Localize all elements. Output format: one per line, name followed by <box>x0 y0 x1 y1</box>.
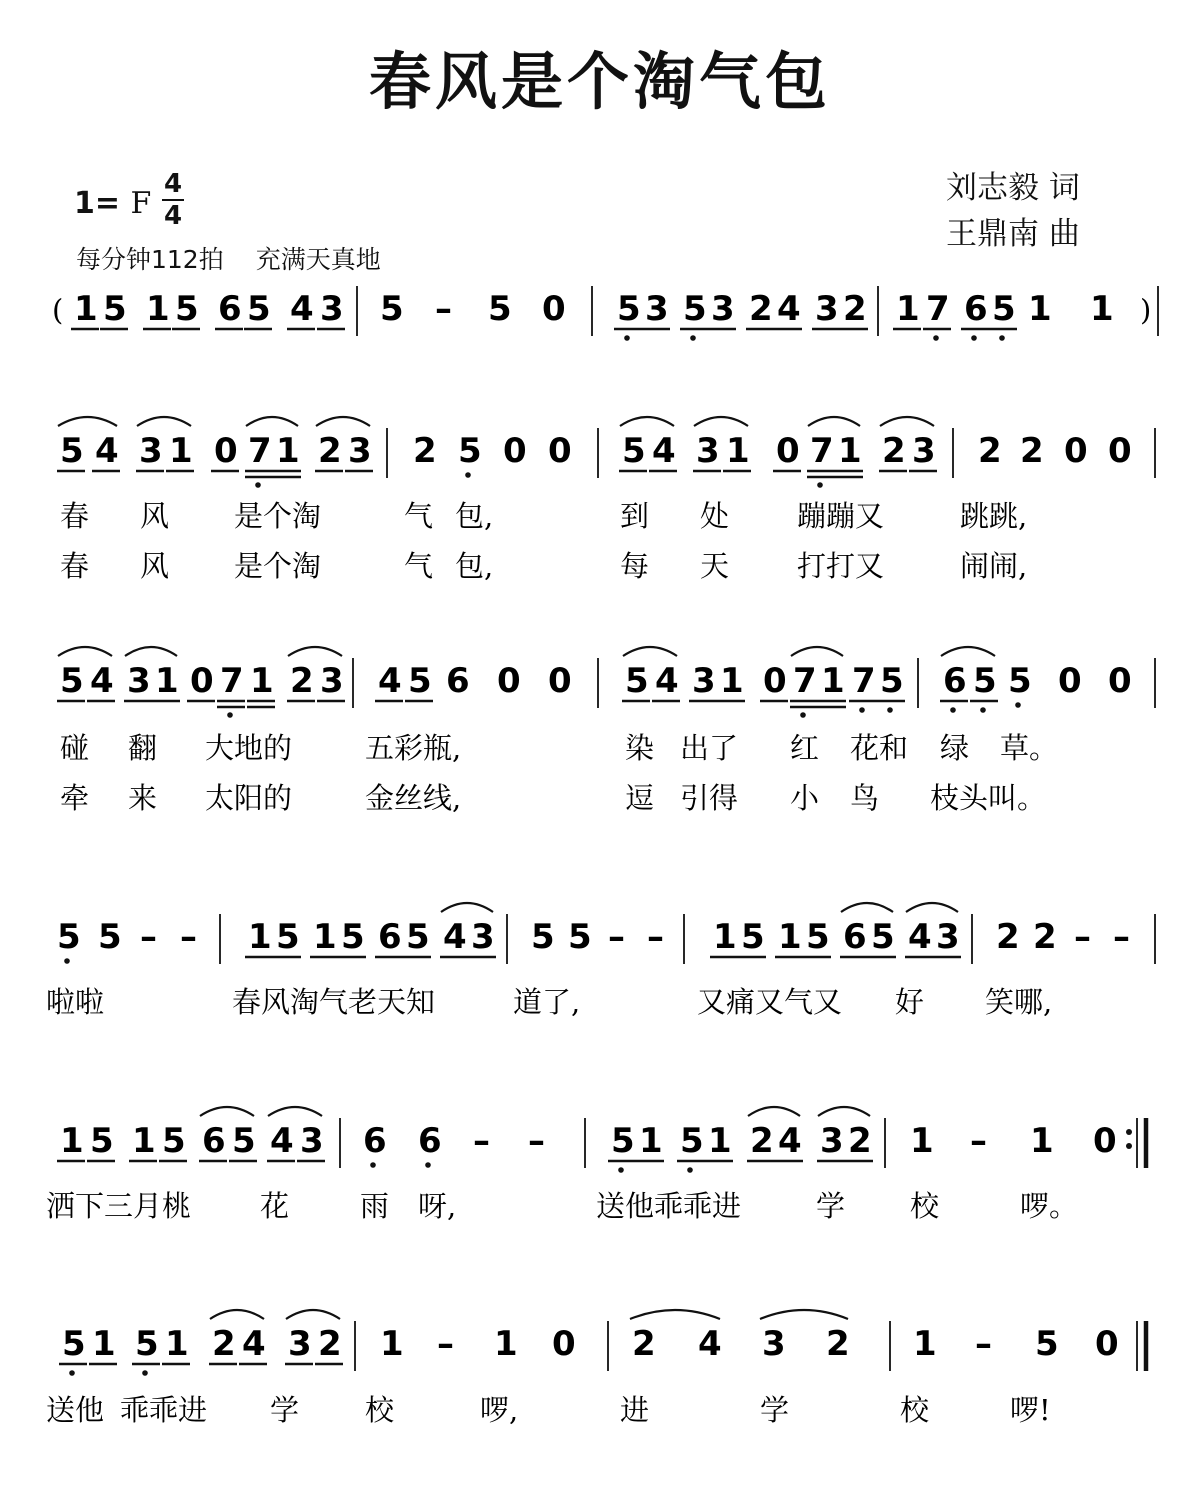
note: – <box>970 1121 987 1161</box>
note: 1 <box>92 1324 116 1364</box>
lyric: 草。 <box>1000 731 1059 765</box>
note: 2 <box>749 289 773 329</box>
note: 0 <box>548 661 572 701</box>
lyric: 是个淘 <box>234 549 322 583</box>
note: 5 <box>175 289 199 329</box>
note: 5 <box>98 917 122 957</box>
note: 1 <box>165 1324 189 1364</box>
lower-octave-dot <box>859 707 865 713</box>
lyric: 春风淘气老天知 <box>232 985 436 1019</box>
note: 5 <box>871 917 895 957</box>
note: 3 <box>127 661 151 701</box>
lyric: 学 <box>760 1393 790 1427</box>
note: 5 <box>568 917 592 957</box>
note: 1 <box>74 289 98 329</box>
note: 6 <box>218 289 242 329</box>
slur <box>630 1310 720 1319</box>
note: 1 <box>639 1121 663 1161</box>
lyric: 啰, <box>480 1393 519 1427</box>
note: ( <box>52 293 64 327</box>
lyric: 红 <box>790 731 820 765</box>
lyric: 啰! <box>1010 1393 1051 1427</box>
note: – <box>437 1324 454 1364</box>
lyric: 来 <box>128 781 158 815</box>
note: 6 <box>202 1121 226 1161</box>
note: – <box>528 1121 545 1161</box>
lyric: 闹闹, <box>960 549 1028 583</box>
note: 5 <box>611 1121 635 1161</box>
note: 1 <box>1030 1121 1054 1161</box>
lower-octave-dot <box>971 335 977 341</box>
lower-octave-dot <box>980 707 986 713</box>
tempo-bpm: 每分钟112拍 <box>76 245 224 274</box>
note: 4 <box>378 661 402 701</box>
lyric: 呀, <box>418 1189 457 1223</box>
lyric: 跳跳, <box>960 499 1028 533</box>
note: 7 <box>248 431 272 471</box>
lower-octave-dot <box>690 335 696 341</box>
note: 2 <box>750 1121 774 1161</box>
note: 1 <box>713 917 737 957</box>
note: 1 <box>910 1121 934 1161</box>
lyric: 道了, <box>513 985 581 1019</box>
note: 4 <box>652 431 676 471</box>
lower-octave-dot <box>999 335 1005 341</box>
lyric: 学 <box>270 1393 300 1427</box>
note: 7 <box>810 431 834 471</box>
note: 6 <box>843 917 867 957</box>
note: 5 <box>57 917 81 957</box>
note: 5 <box>458 431 482 471</box>
note: 7 <box>793 661 817 701</box>
note: 3 <box>696 431 720 471</box>
key-note: F <box>130 186 152 221</box>
note: 0 <box>1108 661 1132 701</box>
slur <box>620 417 674 426</box>
note: 1 <box>1028 289 1052 329</box>
note: 3 <box>936 917 960 957</box>
note: 5 <box>622 431 646 471</box>
lyric: 处 <box>700 499 730 533</box>
lyric: 校 <box>900 1393 930 1427</box>
slur <box>441 903 493 912</box>
time-signature-top: 4 <box>163 169 183 199</box>
lyric: 包, <box>455 499 494 533</box>
note: 5 <box>741 917 765 957</box>
repeat-dot <box>1126 1143 1132 1149</box>
note: 0 <box>1093 1121 1117 1161</box>
lyric: 金丝线, <box>365 781 462 815</box>
slur <box>268 1107 322 1116</box>
note: 2 <box>290 661 314 701</box>
note: 4 <box>443 917 467 957</box>
lyric: 又痛又气又 <box>697 985 843 1019</box>
note: 2 <box>318 1324 342 1364</box>
note: 1 <box>896 289 920 329</box>
note: 5 <box>103 289 127 329</box>
lower-octave-dot <box>687 1167 693 1173</box>
lyric: 雨 <box>360 1189 390 1223</box>
slur <box>316 417 370 426</box>
lyric: 小 <box>790 781 820 815</box>
note: 2 <box>1033 917 1057 957</box>
note: 1 <box>132 1121 156 1161</box>
lyric: 春 <box>60 549 90 583</box>
lyric: 风 <box>140 549 170 583</box>
note: 5 <box>680 1121 704 1161</box>
lyric: 蹦蹦又 <box>797 499 885 533</box>
slur <box>694 417 748 426</box>
note: 1 <box>248 917 272 957</box>
note: 4 <box>242 1324 266 1364</box>
note: 5 <box>162 1121 186 1161</box>
note: 1 <box>913 1324 937 1364</box>
lyric: 出了 <box>680 731 739 765</box>
note: 1 <box>380 1324 404 1364</box>
note: 2 <box>978 431 1002 471</box>
note: 3 <box>288 1324 312 1364</box>
note: 5 <box>992 289 1016 329</box>
slur <box>58 417 117 426</box>
lyric: 染 <box>625 731 655 765</box>
note: 1 <box>838 431 862 471</box>
note: 0 <box>497 661 521 701</box>
lyric: 天 <box>700 549 730 583</box>
note: 5 <box>380 289 404 329</box>
slur <box>748 1107 800 1116</box>
lyric: 春 <box>60 499 90 533</box>
note: 5 <box>1035 1324 1059 1364</box>
lyricist-credit: 刘志毅 词 <box>946 170 1080 206</box>
lyric: 校 <box>910 1189 940 1223</box>
note: 0 <box>190 661 214 701</box>
note: 2 <box>318 431 342 471</box>
note: 0 <box>763 661 787 701</box>
note: – <box>473 1121 490 1161</box>
note: 5 <box>60 431 84 471</box>
note: 1 <box>313 917 337 957</box>
note: 5 <box>625 661 649 701</box>
note: 5 <box>488 289 512 329</box>
note: 3 <box>711 289 735 329</box>
note: 5 <box>1008 661 1032 701</box>
note: 2 <box>848 1121 872 1161</box>
note: 1 <box>146 289 170 329</box>
note: 0 <box>548 431 572 471</box>
lyric: 翻 <box>128 731 158 765</box>
note: 5 <box>617 289 641 329</box>
slur <box>246 417 298 426</box>
note: 5 <box>973 661 997 701</box>
note: 5 <box>276 917 300 957</box>
lyric: 绿 <box>940 731 970 765</box>
lower-octave-dot <box>64 958 70 964</box>
note: 5 <box>406 917 430 957</box>
lyric: 枝头叫。 <box>930 781 1047 815</box>
note: 2 <box>212 1324 236 1364</box>
note: 6 <box>943 661 967 701</box>
note: 6 <box>378 917 402 957</box>
note: 1 <box>250 661 274 701</box>
song-title: 春风是个淘气包 <box>368 45 831 118</box>
slur <box>906 903 958 912</box>
note: – <box>647 917 664 957</box>
note: 2 <box>996 917 1020 957</box>
lyric: 洒下三月桃 <box>46 1189 192 1223</box>
lower-octave-dot <box>1015 702 1021 708</box>
note: 4 <box>777 289 801 329</box>
note: 3 <box>692 661 716 701</box>
note: 4 <box>95 431 119 471</box>
key-equals: = <box>94 186 121 221</box>
note: 6 <box>418 1121 442 1161</box>
note: ) <box>1140 293 1152 327</box>
note: 0 <box>552 1324 576 1364</box>
note: 7 <box>926 289 950 329</box>
note: 6 <box>446 661 470 701</box>
note: 5 <box>62 1324 86 1364</box>
note: – <box>1113 917 1130 957</box>
slur <box>200 1107 254 1116</box>
lyric: 进 <box>620 1393 650 1427</box>
note: 1 <box>1090 289 1114 329</box>
note: 5 <box>247 289 271 329</box>
lower-octave-dot <box>618 1167 624 1173</box>
lyric: 花 <box>260 1189 290 1223</box>
lower-octave-dot <box>950 707 956 713</box>
note: 3 <box>815 289 839 329</box>
lower-octave-dot <box>887 707 893 713</box>
lower-octave-dot <box>817 482 823 488</box>
note: 5 <box>806 917 830 957</box>
note: 4 <box>698 1324 722 1364</box>
note: 1 <box>60 1121 84 1161</box>
slur <box>941 647 995 656</box>
note: – <box>1074 917 1091 957</box>
note: 3 <box>471 917 495 957</box>
note: 5 <box>135 1324 159 1364</box>
slur <box>210 1310 264 1319</box>
note: 3 <box>320 289 344 329</box>
lyric: 花和 <box>850 731 909 765</box>
slur <box>808 417 860 426</box>
note: 4 <box>778 1121 802 1161</box>
note: 0 <box>1058 661 1082 701</box>
composer-credit: 王鼎南 曲 <box>946 216 1080 252</box>
note: – <box>608 917 625 957</box>
lower-octave-dot <box>624 335 630 341</box>
note: 7 <box>220 661 244 701</box>
lyric: 啦啦 <box>46 985 105 1019</box>
slur <box>125 647 177 656</box>
slur <box>58 647 112 656</box>
note: 5 <box>90 1121 114 1161</box>
note: 0 <box>214 431 238 471</box>
note: 6 <box>964 289 988 329</box>
lyric: 送他 <box>46 1393 105 1427</box>
note: 1 <box>726 431 750 471</box>
lyric: 每 <box>620 549 650 583</box>
lyric: 学 <box>816 1189 846 1223</box>
note: 4 <box>655 661 679 701</box>
note: 3 <box>300 1121 324 1161</box>
note: 0 <box>1095 1324 1119 1364</box>
note: 4 <box>90 661 114 701</box>
slur <box>841 903 893 912</box>
lower-octave-dot <box>255 482 261 488</box>
lyric: 送他乖乖进 <box>596 1189 742 1223</box>
slur <box>137 417 191 426</box>
lower-octave-dot <box>370 1162 376 1168</box>
lyric: 是个淘 <box>234 499 322 533</box>
slur <box>791 647 843 656</box>
note: 5 <box>232 1121 256 1161</box>
lyric: 太阳的 <box>205 781 293 815</box>
slur <box>760 1310 848 1319</box>
note: 2 <box>632 1324 656 1364</box>
note: 3 <box>762 1324 786 1364</box>
note: 5 <box>341 917 365 957</box>
note: 5 <box>531 917 555 957</box>
note: – <box>975 1324 992 1364</box>
note: 1 <box>155 661 179 701</box>
note: 2 <box>843 289 867 329</box>
lower-octave-dot <box>465 472 471 478</box>
note: 3 <box>912 431 936 471</box>
lower-octave-dot <box>425 1162 431 1168</box>
slur <box>286 1310 340 1319</box>
note: 2 <box>1020 431 1044 471</box>
note: 5 <box>60 661 84 701</box>
key-tonic: 1 <box>74 186 95 221</box>
note: 3 <box>320 661 344 701</box>
note: – <box>140 917 157 957</box>
note: 5 <box>408 661 432 701</box>
lyric: 牵 <box>60 781 90 815</box>
note: 1 <box>276 431 300 471</box>
note: 3 <box>645 289 669 329</box>
note: – <box>180 917 197 957</box>
lyric: 到 <box>620 499 650 533</box>
lyric: 碰 <box>60 731 90 765</box>
time-signature-bottom: 4 <box>163 201 183 231</box>
lyric: 好 <box>895 985 925 1019</box>
lyric: 大地的 <box>205 731 293 765</box>
note: 1 <box>169 431 193 471</box>
note: 7 <box>852 661 876 701</box>
slur <box>880 417 934 426</box>
lyric: 啰。 <box>1020 1189 1079 1223</box>
note: 2 <box>882 431 906 471</box>
note: 3 <box>348 431 372 471</box>
note: 2 <box>413 431 437 471</box>
note: 5 <box>683 289 707 329</box>
lyric: 鸟 <box>850 781 880 815</box>
lower-octave-dot <box>933 335 939 341</box>
note: 1 <box>821 661 845 701</box>
lower-octave-dot <box>142 1370 148 1376</box>
lyric: 风 <box>140 499 170 533</box>
lyric: 打打又 <box>797 549 885 583</box>
note: 6 <box>363 1121 387 1161</box>
note: 4 <box>270 1121 294 1161</box>
note: 0 <box>1108 431 1132 471</box>
lower-octave-dot <box>69 1370 75 1376</box>
note: 1 <box>720 661 744 701</box>
slur <box>623 647 677 656</box>
note: 0 <box>503 431 527 471</box>
lower-octave-dot <box>800 712 806 718</box>
lyric: 五彩瓶, <box>365 731 462 765</box>
tempo-expression: 充满天真地 <box>255 245 381 274</box>
lyric: 气 <box>404 549 434 583</box>
lyric: 逗 <box>625 781 655 815</box>
note: 1 <box>494 1324 518 1364</box>
lyric: 校 <box>365 1393 395 1427</box>
note: 0 <box>542 289 566 329</box>
note: 1 <box>708 1121 732 1161</box>
repeat-dot <box>1126 1129 1132 1135</box>
note: 1 <box>778 917 802 957</box>
slur <box>288 647 342 656</box>
lyric: 包, <box>455 549 494 583</box>
note: 0 <box>1064 431 1088 471</box>
note: 4 <box>908 917 932 957</box>
slur <box>818 1107 870 1116</box>
lyric: 气 <box>404 499 434 533</box>
note: 5 <box>880 661 904 701</box>
lyric: 引得 <box>680 781 739 815</box>
lyric: 笑哪, <box>985 985 1053 1019</box>
note: 0 <box>776 431 800 471</box>
note: 3 <box>820 1121 844 1161</box>
note: 4 <box>290 289 314 329</box>
note: 3 <box>139 431 163 471</box>
lower-octave-dot <box>227 712 233 718</box>
note: 2 <box>826 1324 850 1364</box>
lyric: 乖乖进 <box>120 1393 208 1427</box>
note: – <box>435 289 452 329</box>
